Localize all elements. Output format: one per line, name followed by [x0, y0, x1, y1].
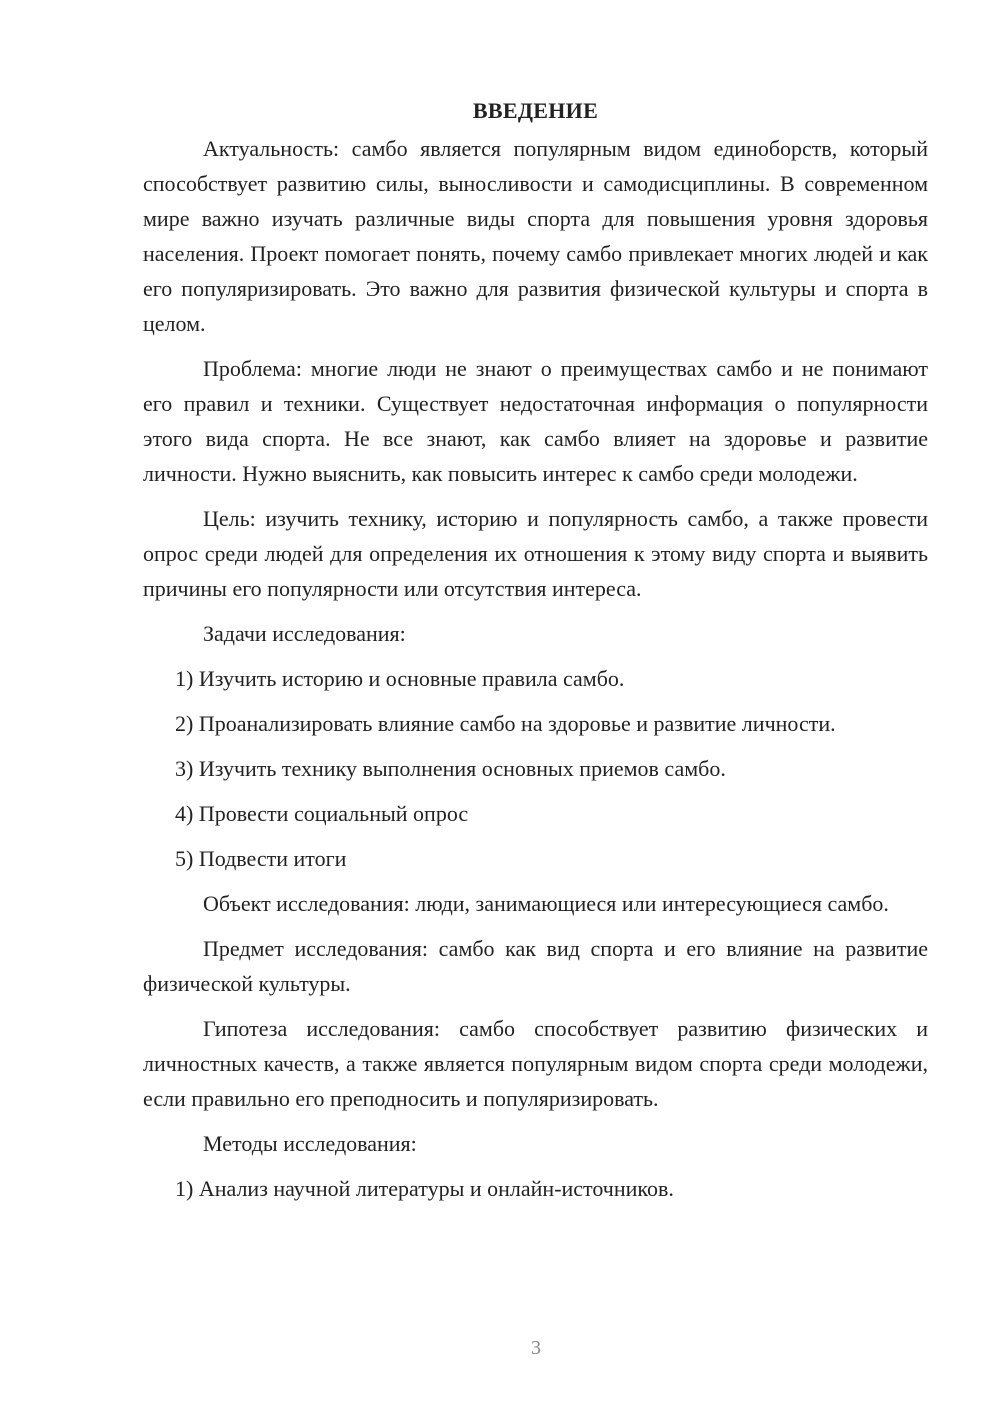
- task-item-4: 4) Провести социальный опрос: [175, 801, 469, 826]
- methods-heading: Методы исследования:: [203, 1131, 417, 1156]
- hypothesis-paragraph: Гипотеза исследования: самбо способствует развитию физических и личностных качеств, а также является популярным видом спорта среди молодежи, если правильно его преподносить и популяризировать.: [143, 1016, 928, 1111]
- tasks-heading: Задачи исследования:: [203, 621, 406, 646]
- relevance-paragraph: Актуальность: самбо является популярным видом единоборств, который способствует развитию силы, выносливости и самодисциплины. В современном мире важно изучать различные виды спорта для повышения уровня здоровья населения. Проект помогает понять, почему самбо привлекает многих людей и как его популяризировать. Это важно для развития физической культуры и спорта в целом.: [143, 136, 928, 336]
- goal-paragraph: Цель: изучить технику, историю и популярность самбо, а также провести опрос среди людей для определения их отношения к этому виду спорта и выявить причины его популярности или отсутствия интереса.: [143, 506, 928, 601]
- page-number: 3: [531, 1337, 541, 1359]
- task-item-5: 5) Подвести итоги: [175, 846, 347, 871]
- page-content: [143, 96, 928, 1206]
- page-title: ВВЕДЕНИЕ: [472, 98, 599, 123]
- method-item-1: 1) Анализ научной литературы и онлайн-источников.: [175, 1176, 674, 1201]
- task-item-3: 3) Изучить технику выполнения основных приемов самбо.: [175, 756, 726, 781]
- object-paragraph: Объект исследования: люди, занимающиеся или интересующиеся самбо.: [203, 891, 889, 916]
- problem-paragraph: Проблема: многие люди не знают о преимуществах самбо и не понимают его правил и техники. Существует недостаточная информация о популярности этого вида спорта. Не все знают, как самбо влияет на здоровье и развитие личности. Нужно выяснить, как повысить интерес к самбо среди молодежи.: [143, 356, 928, 486]
- task-item-1: 1) Изучить историю и основные правила самбо.: [175, 666, 625, 691]
- subject-paragraph: Предмет исследования: самбо как вид спорта и его влияние на развитие физической культуры.: [143, 936, 928, 996]
- task-item-2: 2) Проанализировать влияние самбо на здоровье и развитие личности.: [175, 711, 836, 736]
